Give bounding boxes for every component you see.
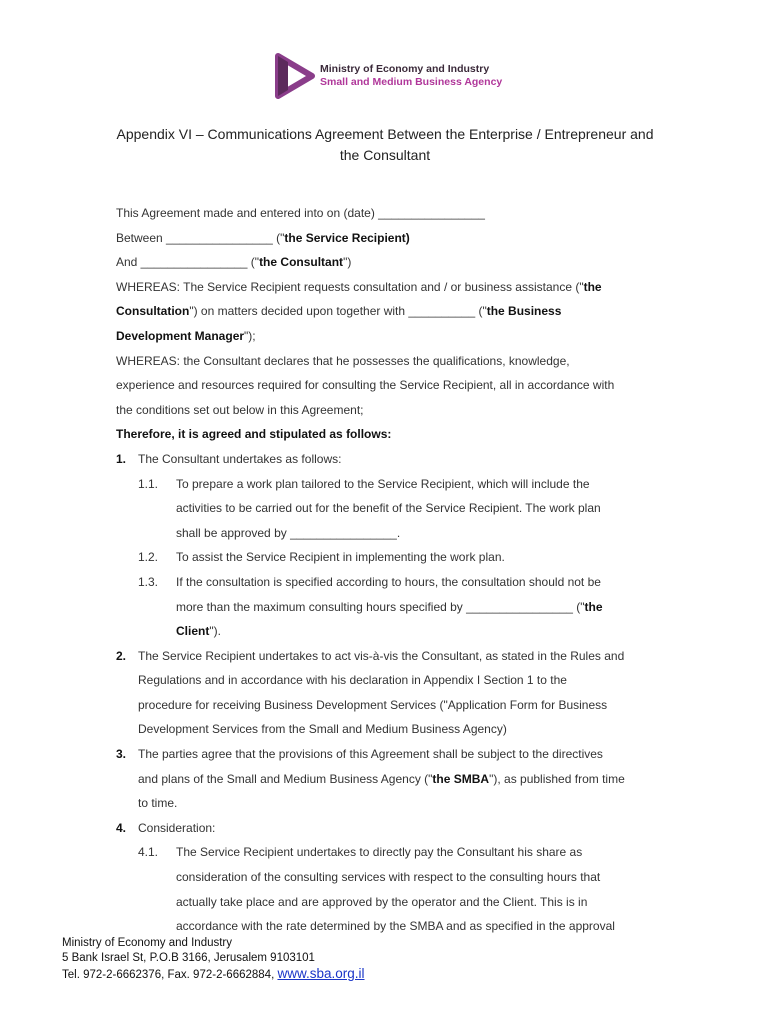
page-footer (62, 936, 365, 983)
section-1: 1. The Consultant undertakes as follows: (116, 451, 342, 466)
document-title (100, 124, 670, 166)
whereas-line-1: WHEREAS: The Service Recipient requests consultation and / or business assistance ("the (116, 279, 602, 294)
agreement-body (116, 201, 656, 939)
section-1-3: 1.3. If the consultation is specified according to hours, the consultation should not be more than the maximum consulting hours specified by ________________ ("the Client"). (138, 574, 603, 639)
title-line-1: Appendix VI – Communications Agreement Between the Enterprise / Entrepreneur and (116, 126, 654, 142)
footer-line-1: Ministry of Economy and Industry (62, 937, 233, 949)
and-line: And ________________ ("the Consultant") (116, 255, 352, 270)
whereas-line-2: Consultation") on matters decided upon together with __________ ("the Business (116, 304, 562, 319)
section-4: 4. Consideration: (116, 820, 216, 835)
logo-line-1: Ministry of Economy and Industry (320, 63, 490, 75)
section-4-1: 4.1. The Service Recipient undertakes to directly pay the Consultant his share as consideration of the consulting services with respect to the consulting hours that actually take place and are approved by the operator and the Client. This is in accordance with the rate determined by the SMBA and as specified in the approval (138, 845, 615, 934)
therefore-line: Therefore, it is agreed and stipulated as follows: (116, 427, 392, 442)
footer-line-2: 5 Bank Israel St, P.O.B 3166, Jerusalem 9103101 (62, 952, 315, 964)
whereas-line-3: Development Manager"); (116, 328, 256, 343)
date-line: This Agreement made and entered into on (date) ________________ (116, 206, 485, 220)
between-line: Between ________________ ("the Service Recipient) (116, 230, 410, 245)
section-1-1: 1.1. To prepare a work plan tailored to the Service Recipient, which will include the activities to be carried out for the benefit of the Service Recipient. The work plan shall be approved by ________________. (138, 476, 601, 540)
section-1-2: 1.2. To assist the Service Recipient in implementing the work plan. (138, 550, 505, 565)
ministry-logo (272, 52, 512, 100)
footer-line-3: Tel. 972-2-6662376, Fax. 972-2-6662884, www.sba.org.il (62, 966, 365, 981)
title-line-2: the Consultant (339, 147, 431, 163)
whereas2-line-2: experience and resources required for consulting the Service Recipient, all in accordance with (116, 378, 615, 393)
whereas2-line-1: WHEREAS: the Consultant declares that he possesses the qualifications, knowledge, (116, 353, 570, 368)
website-link[interactable]: www.sba.org.il (277, 966, 365, 981)
section-3: 3. The parties agree that the provisions of this Agreement shall be subject to the directives and plans of the Small and Medium Business Agency ("the SMBA"), as published from time to time. (116, 747, 625, 811)
logo-line-2: Small and Medium Business Agency (320, 76, 503, 88)
section-2: 2. The Service Recipient undertakes to act vis-à-vis the Consultant, as stated in the Rules and Regulations and in accordance with his declaration in Appendix I Section 1 to the procedure for receiving Business Development Services ("Application Form for Business Development Services from the Small and Medium Business Agency) (116, 648, 625, 737)
play-logo-icon (272, 52, 316, 100)
whereas2-line-3: the conditions set out below in this Agreement; (116, 402, 364, 417)
